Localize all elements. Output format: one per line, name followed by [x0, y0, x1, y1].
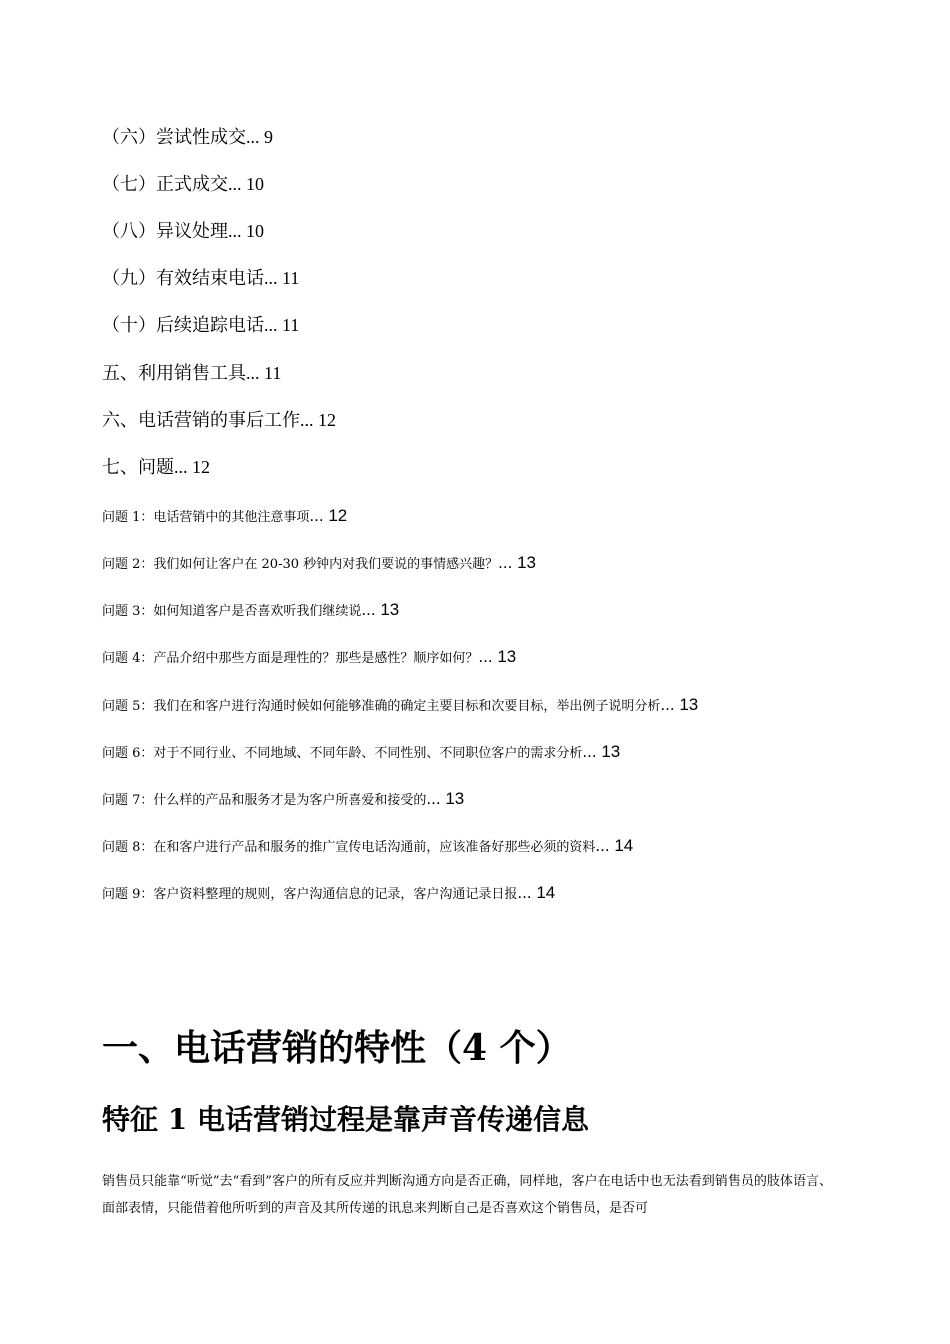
toc-entry-label: 问题 5：我们在和客户进行沟通时候如何能够准确的确定主要目标和次要目标，举出例子说明分析	[102, 699, 661, 714]
toc-dots: ...	[582, 742, 597, 761]
toc-entry[interactable]	[102, 269, 299, 288]
toc-dots: ...	[660, 695, 675, 714]
toc-dots: ...	[426, 789, 441, 808]
toc-page-number: 12	[318, 410, 336, 430]
toc-dots: ...	[228, 221, 242, 241]
toc-dots: ...	[264, 268, 278, 288]
toc-dots: ...	[300, 410, 314, 430]
section-subheading: 特征 1 电话营销过程是靠声音传递信息	[102, 1103, 589, 1136]
toc-dots: ...	[264, 315, 278, 335]
toc-page-number: 12	[328, 506, 348, 525]
toc-entry[interactable]	[102, 554, 536, 571]
toc-entry[interactable]	[102, 601, 399, 618]
toc-page-number: 10	[246, 221, 264, 241]
toc-entry-label: 六、电话营销的事后工作	[102, 410, 300, 431]
toc-entry[interactable]	[102, 696, 698, 713]
toc-entry-label: 问题 1：电话营销中的其他注意事项	[102, 510, 310, 525]
toc-page-number: 14	[536, 883, 556, 902]
toc-entry-label: 问题 7：什么样的产品和服务才是为客户所喜爱和接受的	[102, 793, 427, 808]
toc-entry[interactable]	[102, 222, 264, 241]
toc-page-number: 14	[614, 836, 634, 855]
toc-entry[interactable]	[102, 128, 273, 147]
toc-entry-label: 问题 6：对于不同行业、不同地域、不同年龄、不同性别、不同职位客户的需求分析	[102, 746, 583, 761]
toc-dots: ...	[361, 600, 376, 619]
toc-entry[interactable]	[102, 458, 210, 477]
toc-page-number: 11	[264, 363, 282, 383]
toc-page-number: 13	[601, 742, 621, 761]
toc-entry-label: （十）后续追踪电话	[102, 315, 264, 336]
toc-dots: ...	[498, 553, 513, 572]
toc-entry[interactable]	[102, 648, 516, 665]
toc-dots: ...	[595, 836, 610, 855]
section-heading: 一、电话营销的特性（4 个）	[102, 1027, 572, 1069]
toc-entry[interactable]	[102, 364, 281, 383]
toc-entry[interactable]	[102, 837, 633, 854]
toc-page-number: 13	[517, 553, 536, 572]
toc-page-number: 12	[192, 457, 210, 477]
toc-entry-label: 问题 4：产品介绍中那些方面是理性的？那些是感性？顺序如何？	[102, 651, 479, 666]
toc-entry-label: 七、问题	[102, 457, 174, 478]
toc-entry[interactable]	[102, 884, 555, 901]
toc-page-number: 13	[497, 647, 517, 666]
toc-entry[interactable]	[102, 743, 620, 760]
toc-page-number: 13	[679, 695, 699, 714]
toc-entry-label: 问题 3：如何知道客户是否喜欢听我们继续说	[102, 604, 362, 619]
toc-page-number: 13	[445, 789, 465, 808]
toc-dots: ...	[517, 883, 532, 902]
toc-page-number: 9	[264, 127, 273, 147]
toc-entry-label: （九）有效结束电话	[102, 268, 264, 289]
toc-dots: ...	[174, 457, 188, 477]
toc-page-number: 10	[246, 174, 264, 194]
toc-entry-label: （八）异议处理	[102, 221, 228, 242]
toc-page-number: 11	[282, 268, 300, 288]
toc-entry-label: （六）尝试性成交	[102, 127, 246, 148]
toc-entry[interactable]	[102, 316, 299, 335]
toc-dots: ...	[246, 127, 260, 147]
toc-entry-label: 问题 9：客户资料整理的规则，客户沟通信息的记录，客户沟通记录日报	[102, 887, 518, 902]
toc-entry[interactable]	[102, 411, 336, 430]
toc-dots: ...	[228, 174, 242, 194]
toc-entry[interactable]	[102, 175, 264, 194]
body-paragraph: 销售员只能靠“听觉”去“看到”客户的所有反应并判断沟通方向是否正确，同样地，客户在电话中也无法看到销售员的肢体语言、面部表情，只能借着他所听到的声音及其所传递的讯息来判断自己是否喜欢这个销售员，是否可	[102, 1174, 832, 1216]
toc-entry[interactable]	[102, 507, 347, 524]
toc-page-number: 11	[282, 315, 300, 335]
toc-dots: ...	[246, 363, 260, 383]
toc-entry-label: 问题 8：在和客户进行产品和服务的推广宣传电话沟通前，应该准备好那些必须的资料	[102, 840, 596, 855]
toc-page-number: 13	[380, 600, 400, 619]
toc-entry[interactable]	[102, 790, 464, 807]
toc-dots: ...	[309, 506, 324, 525]
toc-entry-label: 问题 2：我们如何让客户在 20-30 秒钟内对我们要说的事情感兴趣？	[102, 557, 499, 572]
toc-entry-label: （七）正式成交	[102, 174, 228, 195]
toc-dots: ...	[478, 647, 493, 666]
toc-entry-label: 五、利用销售工具	[102, 363, 246, 384]
